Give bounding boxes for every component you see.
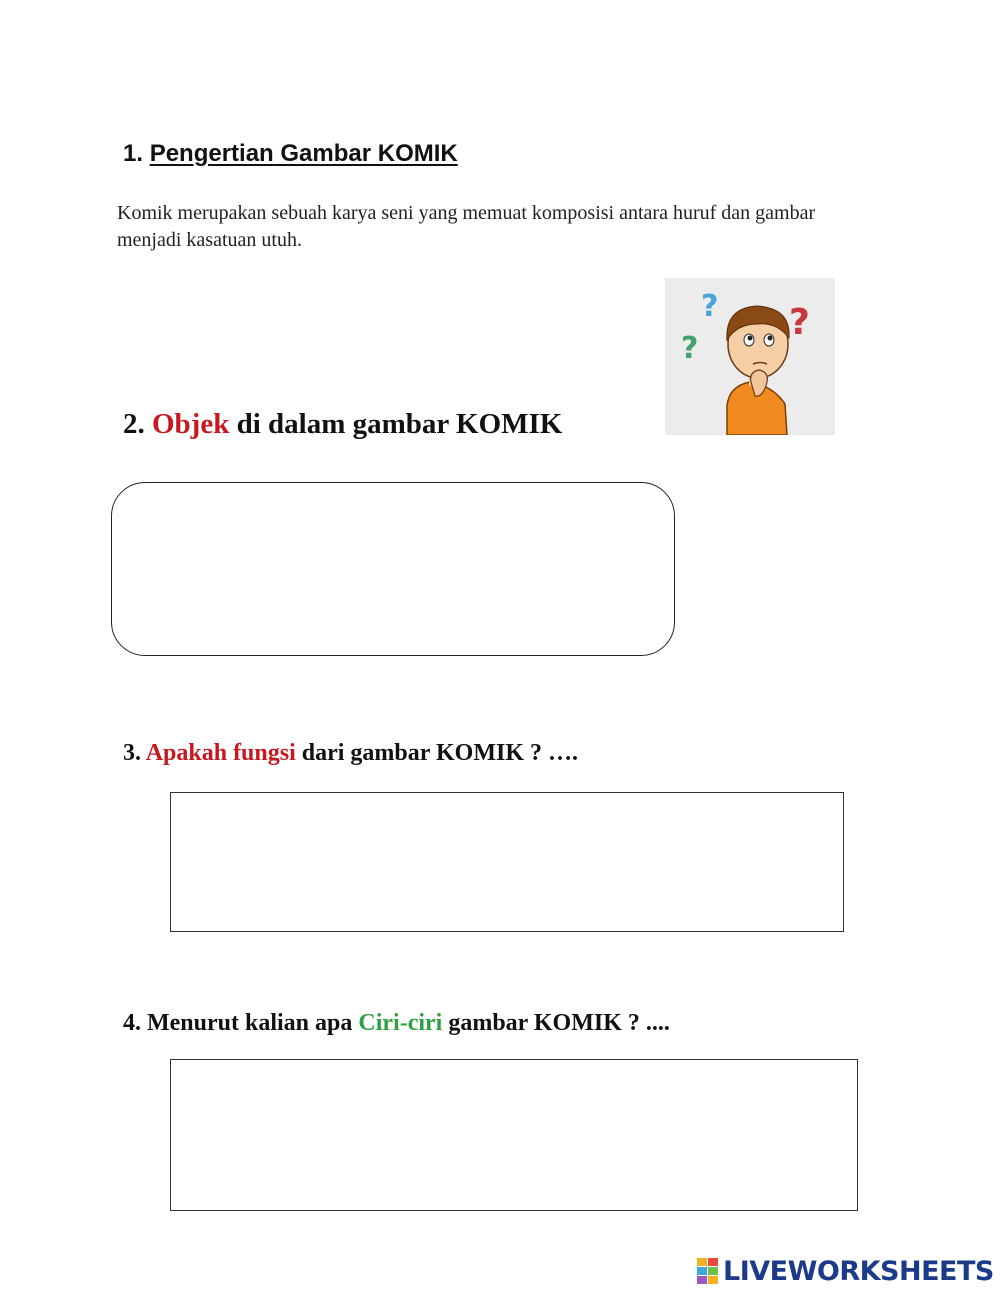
liveworksheets-logo [697, 1254, 994, 1288]
section3-heading [123, 740, 578, 767]
liveworksheets-brand: LIVEWORKSHEETS [723, 1255, 994, 1287]
section4-rest: gambar KOMIK ? .... [442, 1010, 670, 1036]
section1-number: 1. [123, 140, 144, 167]
liveworksheets-mark-icon [697, 1258, 719, 1284]
section4-number: 4. [123, 1010, 141, 1036]
section4-answer-box[interactable] [170, 1059, 858, 1211]
section3-answer-box[interactable] [170, 792, 844, 932]
section4-prefix: Menurut kalian apa [147, 1010, 359, 1036]
section4-heading [123, 1010, 670, 1037]
section1-body: Komik merupakan sebuah karya seni yang memuat komposisi antara huruf dan gambar menjadi kasatuan utuh. [117, 202, 816, 251]
section2-highlight: Objek [152, 408, 230, 440]
section4-highlight: Ciri-ciri [358, 1010, 443, 1036]
section3-rest: dari gambar KOMIK ? …. [295, 740, 578, 766]
svg-text:?: ? [681, 331, 699, 366]
section3-highlight: Apakah fungsi [145, 740, 296, 766]
section2-heading [123, 408, 562, 441]
section2-number: 2. [123, 408, 145, 440]
section2-answer-box[interactable] [111, 482, 675, 656]
section2-rest: di dalam gambar KOMIK [229, 408, 563, 440]
svg-text:?: ? [789, 302, 810, 343]
svg-text:?: ? [701, 289, 719, 324]
section3-number: 3. [123, 740, 141, 766]
section1-title: Pengertian Gambar KOMIK [149, 140, 458, 167]
thinking-boy-icon [665, 278, 835, 435]
section1-heading [123, 140, 458, 168]
